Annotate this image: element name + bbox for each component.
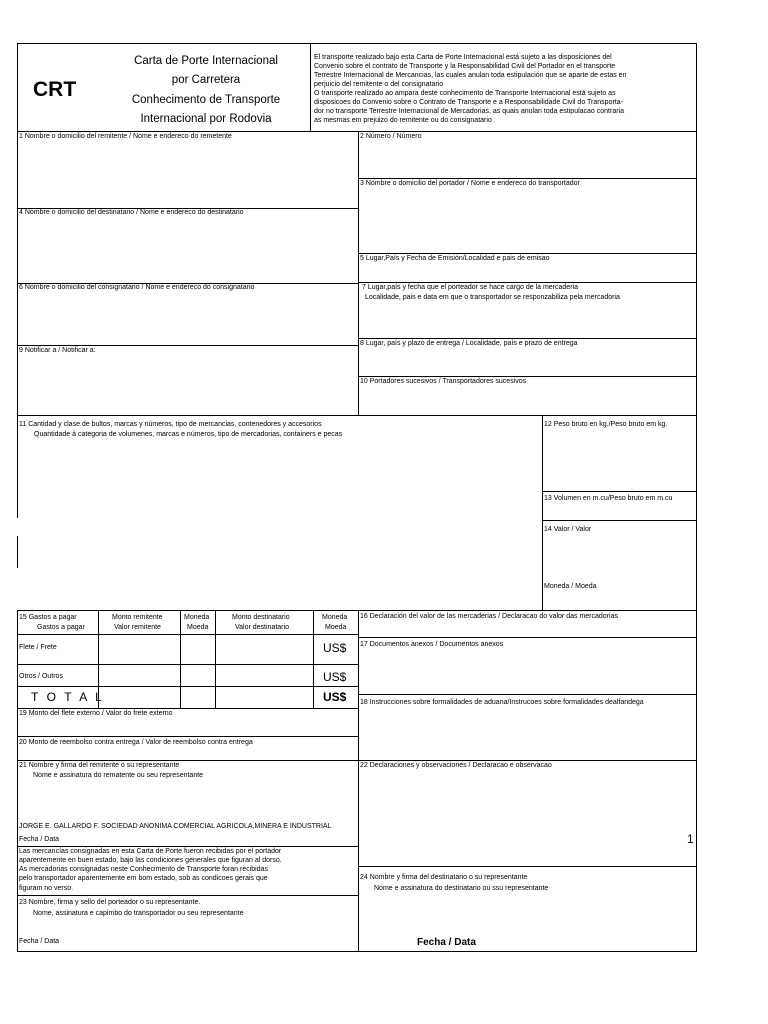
field-23-fecha: Fecha / Data <box>19 938 60 945</box>
crt-label: CRT <box>33 78 77 101</box>
sender-name: JORGE E. GALLARDO F. SOCIEDAD ANONIMA COMERCIAL AGRICOLA,MINERA E INDUSTRIAL <box>19 823 332 830</box>
field-22-label: 22 Declaraciones y observaciones / Declaracao e observacao <box>360 762 552 769</box>
right-line-5 <box>358 253 697 254</box>
received-line-2: aparentemente en buen estado, bajo las condiciones generales que figuran al dorso. <box>19 857 282 864</box>
left-line-9 <box>17 345 359 346</box>
field-23-label-b: Nome, assinatura e capimbo do transportador ou seu representante <box>33 910 244 917</box>
field-4-label: 4 Nombre o domicilio del destinatario / Nome e endereco do destinatario <box>19 209 244 216</box>
usd-otros: US$ <box>323 670 347 684</box>
field-21-label-b: Nome e assinatura do rematente ou seu representante <box>33 772 204 779</box>
line-24 <box>358 866 697 867</box>
usd-flete: US$ <box>323 641 347 655</box>
field-17-label: 17 Documentos anexos / Documentos anexos <box>360 641 504 648</box>
field-24-fecha: Fecha / Data <box>417 937 476 948</box>
frame-right <box>696 43 697 952</box>
line-23 <box>17 895 359 896</box>
middle-divider-upper <box>358 131 359 415</box>
line-14 <box>542 520 697 521</box>
header-bottom <box>17 131 697 132</box>
field-13-label: 13 Volumen en m.cu/Peso bruto em m.cu <box>544 495 673 502</box>
field-20-label: 20 Monto de reembolso contra entrega / Valor de reembolso contra entrega <box>19 739 253 746</box>
field-6-label: 6 Nombre o domicilio del consignatario / Nome e endereco do consignatario <box>19 284 255 291</box>
field-24-label-a: 24 Nombre y firma del destinatario o su representante <box>360 874 528 881</box>
field-3-label: 3 Nombre o domicilio del portador / Nome e endereco do transportador <box>360 180 580 187</box>
col-monto-remitente-a: Monto remitente <box>112 614 163 621</box>
page-number: 1 <box>687 832 694 846</box>
field-14-moneda: Moneda / Moeda <box>544 583 597 590</box>
divider-12 <box>542 415 543 611</box>
right-line-10 <box>358 376 697 377</box>
line-18 <box>358 694 697 695</box>
line-header-15 <box>17 634 359 635</box>
field-21-label-a: 21 Nombre y firma del remitente o su representante <box>19 762 180 769</box>
line-above-15 <box>17 610 697 611</box>
col-moneda-a: Moneda <box>184 614 210 621</box>
col-monto-destinatario-b: Valor destinatario <box>235 624 289 631</box>
line-otros <box>17 664 359 665</box>
field-8-label: 8 Lugar, país y plazo de entrega / Localidade, país e prazo de entrega <box>360 340 578 347</box>
field-7-label-b: Localidade, pais e data em que o transportador se responzabiliza pela mercadoria <box>365 294 620 301</box>
intro-line-1: El transporte realizado bajo esta Carta de Porte Internacional está sujeto a las disposiciones del <box>314 54 612 61</box>
title-line-3: Conhecimento de Transporte <box>131 94 281 106</box>
frame-bottom <box>17 951 697 952</box>
field-16-label: 16 Declaración del valor de las mercaderias / Declaracao do valor das mercadorias <box>360 613 618 620</box>
field-19-label: 19 Monto del flete externo / Valor do frete externo <box>19 710 173 717</box>
line-above-11 <box>17 415 697 416</box>
line-13 <box>542 491 697 492</box>
divider-16 <box>358 610 359 951</box>
field-15-label-a: 15 Gastos a pagar <box>19 614 77 621</box>
received-line-3: As mercadorias consignadas neste Conhecimento de Transporte foran recibidas <box>19 866 269 873</box>
frame-left-lower <box>17 610 18 951</box>
received-line-4: pelo transportador aparentemente em bom estado, sob as condicoes gerais que <box>19 875 268 882</box>
col-moneda-b: Moeda <box>187 624 209 631</box>
intro-line-4: perjuicio del remitente o del consignatario <box>314 81 444 88</box>
col-moneda2-b: Moeda <box>325 624 347 631</box>
frame-top <box>17 43 697 44</box>
intro-line-6: disposicoes do Convenio sobre o Contrato de Transporte e a Responsabilidade Civil do Transporta- <box>314 99 623 106</box>
field-11-label-b: Quantidade à categoria de volumenes, marcas e números, tipo de mercadorias, containers e pecas <box>34 431 343 438</box>
intro-line-3: Terrestre Internacional de Mercancias, las cuales anulan toda estipulación que se aparte de estas en <box>314 72 627 79</box>
field-1-label: 1 Nombre o domicilio del remitente / Nome e endereco do remetente <box>19 133 232 140</box>
field-14-label: 14 Valor / Valor <box>544 526 592 533</box>
right-line-8 <box>358 338 697 339</box>
usd-total: US$ <box>323 690 347 704</box>
line-17 <box>358 637 697 638</box>
field-15-label-b: Gastos a pagar <box>37 624 85 631</box>
col-line-2 <box>180 610 181 709</box>
col-monto-remitente-b: Valor remitente <box>114 624 161 631</box>
otros-label: Otros / Outros <box>19 673 63 680</box>
intro-line-5: O transporte realizado ao ampara deste conhecimento de Transporte Internacional está sujeto as <box>314 90 616 97</box>
edge-mark <box>17 536 18 568</box>
received-line-5: figuram no verso. <box>19 885 74 892</box>
field-10-label: 10 Portadores sucesivos / Transportadores sucesivos <box>360 378 527 385</box>
line-received <box>17 846 359 847</box>
line-21 <box>17 760 697 761</box>
col-moneda2-a: Moneda <box>322 614 348 621</box>
intro-line-7: dor no transporte Terrestre Internacional de Mercadorias, as quais anulan toda estipulacao contraria <box>314 108 624 115</box>
title-line-1: Carta de Porte Internacional <box>134 55 278 67</box>
line-total <box>17 686 359 687</box>
line-20 <box>17 736 359 737</box>
flete-label: Flete / Frete <box>19 644 57 651</box>
field-5-label: 5 Lugar,País y Fecha de Emisión/Localidad e pais de emisao <box>360 255 550 262</box>
frame-left <box>17 43 18 518</box>
field-12-label: 12 Peso bruto en kg./Peso bruto em kg. <box>544 421 668 428</box>
title-line-4: Internacional por Rodovia <box>140 113 272 125</box>
received-line-1: Las mercancías consignadas en esta Carta de Porte fueron recibidas por el portador <box>19 848 282 855</box>
field-24-label-b: Nome e assinatura do destinatario ou ssu representante <box>374 885 549 892</box>
field-23-label-a: 23 Nombre, firma y sello del porteador o su representante. <box>19 899 201 906</box>
title-line-2: por Carretera <box>171 74 241 86</box>
col-monto-destinatario-a: Monto destinatario <box>232 614 290 621</box>
right-line-7 <box>358 282 697 283</box>
field-7-label-a: 7 Lugar,país y fecha que el porteador se hace cargo de la mercaderia <box>362 284 578 291</box>
right-line-3 <box>358 178 697 179</box>
header-divider <box>310 43 311 131</box>
col-line-3 <box>215 610 216 709</box>
field-9-label: 9 Notificar a / Notificar a: <box>19 347 96 354</box>
field-18-label: 18 Instrucciones sobre formalidades de aduana/Instrucoes sobre formalidades dealfandega <box>360 699 644 706</box>
col-line-4 <box>313 610 314 709</box>
total-label: T O T A L <box>31 690 105 704</box>
intro-line-8: as mesmas em prejuizo do remitente ou do consignatario <box>314 117 492 124</box>
field-2-label: 2 Número / Número <box>360 133 422 140</box>
field-11-label-a: 11 Cantidad y clase de bultos, marcas y números, tipo de mercancias, contenedores y accesorios <box>19 421 322 428</box>
line-19 <box>17 708 359 709</box>
intro-line-2: Convenio sobre el contrato de Transporte y la Responsabilidad Civil del Portador en el transporte <box>314 63 616 70</box>
field-21-fecha: Fecha / Data <box>19 836 60 843</box>
